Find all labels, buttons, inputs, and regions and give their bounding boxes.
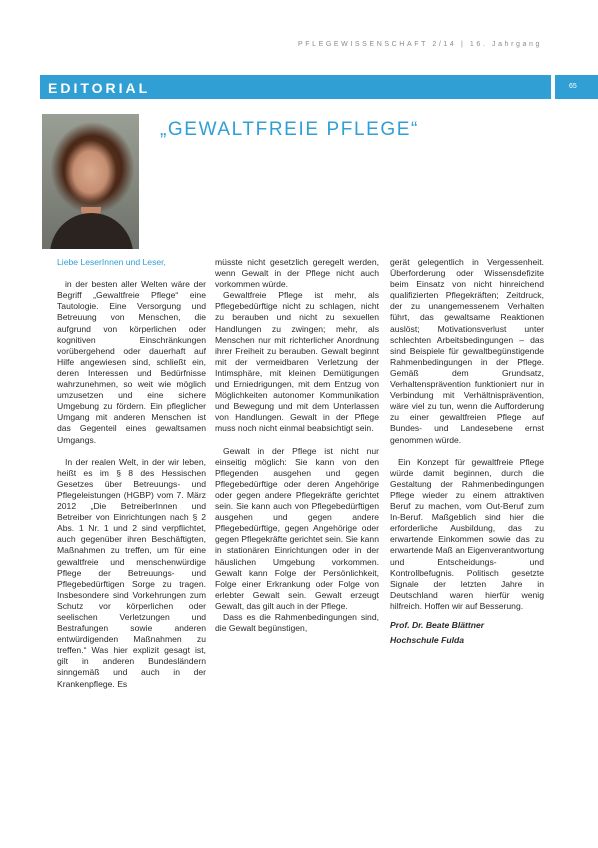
section-banner [40,75,551,99]
author-photo [42,114,139,249]
page-number-box [555,75,598,99]
running-head: PFLEGEWISSENSCHAFT 2/14 | 16. Jahrgang [297,41,542,48]
paragraph-3: müsste nicht gesetzlich geregelt werden, wenn Gewalt in der Pflege nicht auch vorkommen würde. [215,257,379,290]
paragraph-4: Gewaltfreie Pflege ist mehr, als Pflegebedürftige nicht zu schlagen, nicht zu berauben und nicht zu sexuellen Handlungen zu zwingen; mehr, als Menschen nur mit richterlicher Anordnung ihrer Freiheit zu berauben. Gewalt beginnt mit der vermeidbaren Verletzung der Intimsphäre, mit kleinen Demütigungen und Erniedrigungen, mit dem Entzug von Möglichkeiten autonomer Kommunikation und Bewegung und mit dem Unterlassen von Handlungen. Gewalt in der Pflege muss noch nicht einmal beabsichtigt sein. [215,290,379,434]
paragraph-5: Gewalt in der Pflege ist nicht nur einseitig möglich: Sie kann von den Pflegenden ausgehen und gegen Pflegebedürftige oder deren Angehörige oder gegen andere Pflegekräfte gerichtet sein. Sie kann auch von Pflegebedürftigen ausgehen und gegen andere Pflegebedürftige, gegen Angehörige oder gegen Pflegekräfte gerichtet sein. Sie kann in stationären Einrichtungen oder in der häuslichen Umgebung vorkommen. Gewalt kann Folge der Persönlichkeit, Folge einer Erkrankung oder Folge von erlebter Gewalt sein. Gewalt erzeugt Gewalt, das gilt auch in der Pflege. [215,445,379,611]
photo-shoulders [50,213,133,249]
section-label: EDITORIAL [48,80,151,96]
text-column-3 [390,257,544,657]
paragraph-7: gerät gelegentlich in Vergessenheit. Überforderung oder Wissensdefizite beim Einsatz von nicht hinreichend qualifizierten Pflegekräften; Zeitdruck, der zu unangemessenem Verhalten führt, das gewaltsame Reaktionen auslöst; Motivationsverlust unter schlechten Arbeitsbedingungen – das sind Beispiele für gewaltbegünstigende Rahmenbedingungen in der Pflege. Gemäß dem Grundsatz, Verhaltensprävention funktioniert nur in Verbindung mit Verhältnisprävention, wäre viel zu tun, wenn die Aufforderung zu einer gewaltfreien Pflege auf Bundes- und Landesebene ernst genommen würde. [390,257,544,445]
page-title: „GEWALTFREIE PFLEGE“ [160,119,419,140]
signature-affiliation: Hochschule Fulda [390,635,465,646]
text-column-2 [215,257,379,634]
paragraph-1: in der besten aller Welten wäre der Begriff „Gewaltfreie Pflege“ eine Tautologie. Eine Versorgung und Betreuung von Menschen, die aufgrund von körperlichen oder kognitiven Einschränkungen vorübergehend oder dauerhaft auf Hilfe angewiesen sind, schließt ein, deren Interessen und Bedürfnisse wahrzunehmen, so weit wie möglich umzusetzen und eine sichere Umgebung zu fördern. Ein pfleglicher Umgang mit anderen Menschen ist das Gegenteil eines gewaltsamen Umgangs. [57,279,206,445]
paragraph-6: Dass es die Rahmenbedingungen sind, die Gewalt begünstigen, [215,612,379,634]
signature-name: Prof. Dr. Beate Blättner [390,620,485,630]
page-number: 65 [569,83,577,90]
salutation: Liebe LeserInnen und Leser, [57,257,166,267]
paragraph-8: Ein Konzept für gewaltfreie Pflege würde damit beginnen, durch die Gestaltung der Rahmenbedingungen Pflege wieder zu einem attraktiven Beruf zu machen, vom Out-Beruf zum In-Beruf. Maßgeblich sind hier die erforderliche Ausbildung, das zu erwartende Einkommen sowie das zu erwartende Maß an Eigenverantwortung und Entscheidungs- und Kontrollbefugnis. Politisch gesetzte Signale der letzten Jahre in Deutschland waren hierfür wenig hilfreich. Hoffen wir auf Besserung. [390,456,544,611]
text-column-1 [57,257,206,690]
paragraph-2: In der realen Welt, in der wir leben, heißt es im § 8 des Hessischen Gesetzes über Betreuungs- und Pflegeleistungen (HGBP) vom 7. März 2012 „Die BetreiberInnen und Betreiber von Einrichtungen nach § 2 Abs. 1 Nr. 1 und 2 sind verpflichtet, auch gegenüber ihren Beschäftigten, Maßnahmen zu treffen, um für eine gewaltfreie und menschenwürdige Pflege der Betreuungs- und Pflegebedürftigen Sorge zu tragen. Insbesondere sind Vorkehrungen zum Schutz vor körperlichen oder seelischen Verletzungen und Bestrafungen sowie anderen entwürdigenden Maßnahmen zu treffen.“ Was hier explizit gesagt ist, gilt in anderen Bundesländern sinngemäß und auch in der Krankenpflege. Es [57,456,206,689]
